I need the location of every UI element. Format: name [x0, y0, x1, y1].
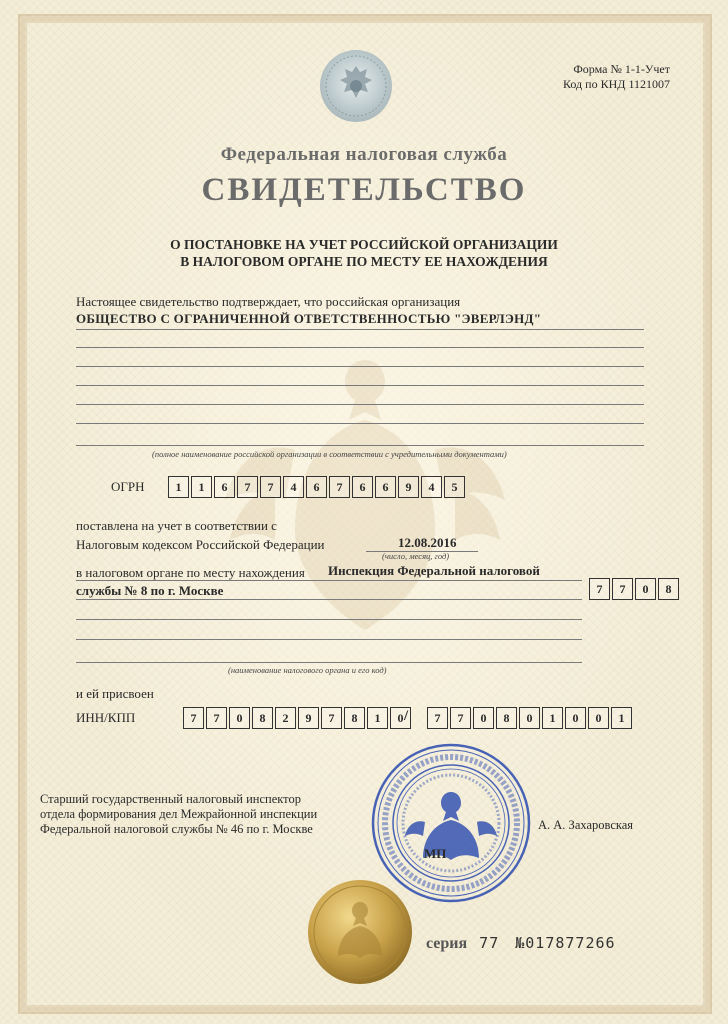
- tax-line-1: [76, 580, 582, 581]
- kpp-digit: 1: [611, 707, 632, 729]
- ogrn-digit: 6: [214, 476, 235, 498]
- inn-kpp-label: ИНН/КПП: [76, 710, 136, 725]
- ogrn-digit: 7: [237, 476, 258, 498]
- signer-title: [40, 792, 317, 837]
- form-code-block: [563, 62, 670, 92]
- registration-line-1: поставлена на учет в соответствии с: [76, 518, 277, 533]
- inn-digit: 0: [390, 707, 411, 729]
- inn-boxes: [183, 707, 413, 729]
- inn-digit: 7: [206, 707, 227, 729]
- inn-digit: 8: [344, 707, 365, 729]
- hologram-emblem-icon: [318, 48, 394, 124]
- kpp-digit: 0: [519, 707, 540, 729]
- subtitle-line-2: В НАЛОГОВОМ ОРГАНЕ ПО МЕСТУ ЕЕ НАХОЖДЕНИЯ: [180, 254, 548, 269]
- tax-code-digit: 0: [635, 578, 656, 600]
- org-line-2: [76, 347, 644, 348]
- signer-line-2: отдела формирования дел Межрайонной инспекции: [40, 807, 318, 821]
- assigned-label: и ей присвоен: [76, 686, 154, 701]
- signer-name: А. А. Захаровская: [538, 818, 634, 832]
- tax-code-digit: 7: [612, 578, 633, 600]
- org-line-7: [76, 445, 644, 446]
- tax-code-digit: 7: [589, 578, 610, 600]
- ogrn-digit: 5: [444, 476, 465, 498]
- document-title: СВИДЕТЕЛЬСТВО: [201, 172, 527, 208]
- agency-name: Федеральная налоговая служба: [220, 144, 508, 165]
- ogrn-digit: 1: [191, 476, 212, 498]
- ogrn-digit: 7: [260, 476, 281, 498]
- knd-code: Код по КНД 1121007: [563, 77, 670, 91]
- document-subtitle: [0, 236, 728, 270]
- registration-line-2: Налоговым кодексом Российской Федерации: [76, 537, 325, 552]
- kpp-digit: 8: [496, 707, 517, 729]
- gold-seal-icon: [306, 878, 414, 986]
- org-line-5: [76, 404, 644, 405]
- ogrn-digit: 6: [375, 476, 396, 498]
- kpp-digit: 7: [427, 707, 448, 729]
- subtitle-line-1: О ПОСТАНОВКЕ НА УЧЕТ РОССИЙСКОЙ ОРГАНИЗАЦИИ: [170, 237, 558, 252]
- ogrn-label: ОГРН: [111, 479, 145, 494]
- kpp-digit: 0: [565, 707, 586, 729]
- tax-line-3: [76, 619, 582, 620]
- tax-authority-caption: (наименование налогового органа и его код): [228, 665, 387, 675]
- signer-line-1: Старший государственный налоговый инспектор: [40, 792, 301, 806]
- tax-authority-name-1: Инспекция Федеральной налоговой: [328, 563, 540, 578]
- ogrn-digit: 1: [168, 476, 189, 498]
- inn-digit: 9: [298, 707, 319, 729]
- organization-name: ОБЩЕСТВО С ОГРАНИЧЕННОЙ ОТВЕТСТВЕННОСТЬЮ "ЭВЕРЛЭНД": [76, 311, 542, 326]
- certificate-number: №017877266: [515, 934, 616, 952]
- kpp-digit: 7: [450, 707, 471, 729]
- ogrn-digit: 9: [398, 476, 419, 498]
- tax-line-5: [76, 662, 582, 663]
- ogrn-digit: 4: [283, 476, 304, 498]
- tax-authority-name-2: службы № 8 по г. Москве: [76, 583, 224, 598]
- signer-line-3: Федеральной налоговой службы № 46 по г. Москве: [40, 822, 313, 836]
- ogrn-digit: 6: [352, 476, 373, 498]
- tax-authority-prefix: в налоговом органе по месту нахождения: [76, 565, 305, 580]
- intro-text: Настоящее свидетельство подтверждает, что российская организация: [76, 294, 461, 309]
- registration-date: 12.08.2016: [398, 535, 457, 550]
- org-line-4: [76, 385, 644, 386]
- kpp-digit: 1: [542, 707, 563, 729]
- tax-line-2: [76, 599, 582, 600]
- mp-label: МП: [424, 846, 447, 861]
- org-line-3: [76, 366, 644, 367]
- series-block: [426, 934, 616, 953]
- inn-digit: 0: [229, 707, 250, 729]
- kpp-digit: 0: [588, 707, 609, 729]
- tax-code-boxes: [589, 578, 681, 600]
- ogrn-digit: 4: [421, 476, 442, 498]
- ogrn-digit: 6: [306, 476, 327, 498]
- inn-digit: 8: [252, 707, 273, 729]
- inn-digit: 7: [183, 707, 204, 729]
- inn-kpp-separator: /: [404, 708, 409, 724]
- date-caption: (число, месяц, год): [382, 551, 450, 561]
- tax-line-4: [76, 639, 582, 640]
- ogrn-boxes: [168, 476, 467, 498]
- series-number: 77: [479, 934, 500, 952]
- form-number: Форма № 1-1-Учет: [573, 62, 670, 76]
- ogrn-digit: 7: [329, 476, 350, 498]
- kpp-boxes: [427, 707, 634, 729]
- inn-digit: 7: [321, 707, 342, 729]
- tax-code-digit: 8: [658, 578, 679, 600]
- org-name-caption: (полное наименование российской организации в соответствии с учредительными документами): [152, 449, 507, 459]
- inn-digit: 2: [275, 707, 296, 729]
- inn-digit: 1: [367, 707, 388, 729]
- org-line-6: [76, 423, 644, 424]
- kpp-digit: 0: [473, 707, 494, 729]
- series-label: серия: [426, 935, 468, 952]
- org-line-1: [76, 329, 644, 330]
